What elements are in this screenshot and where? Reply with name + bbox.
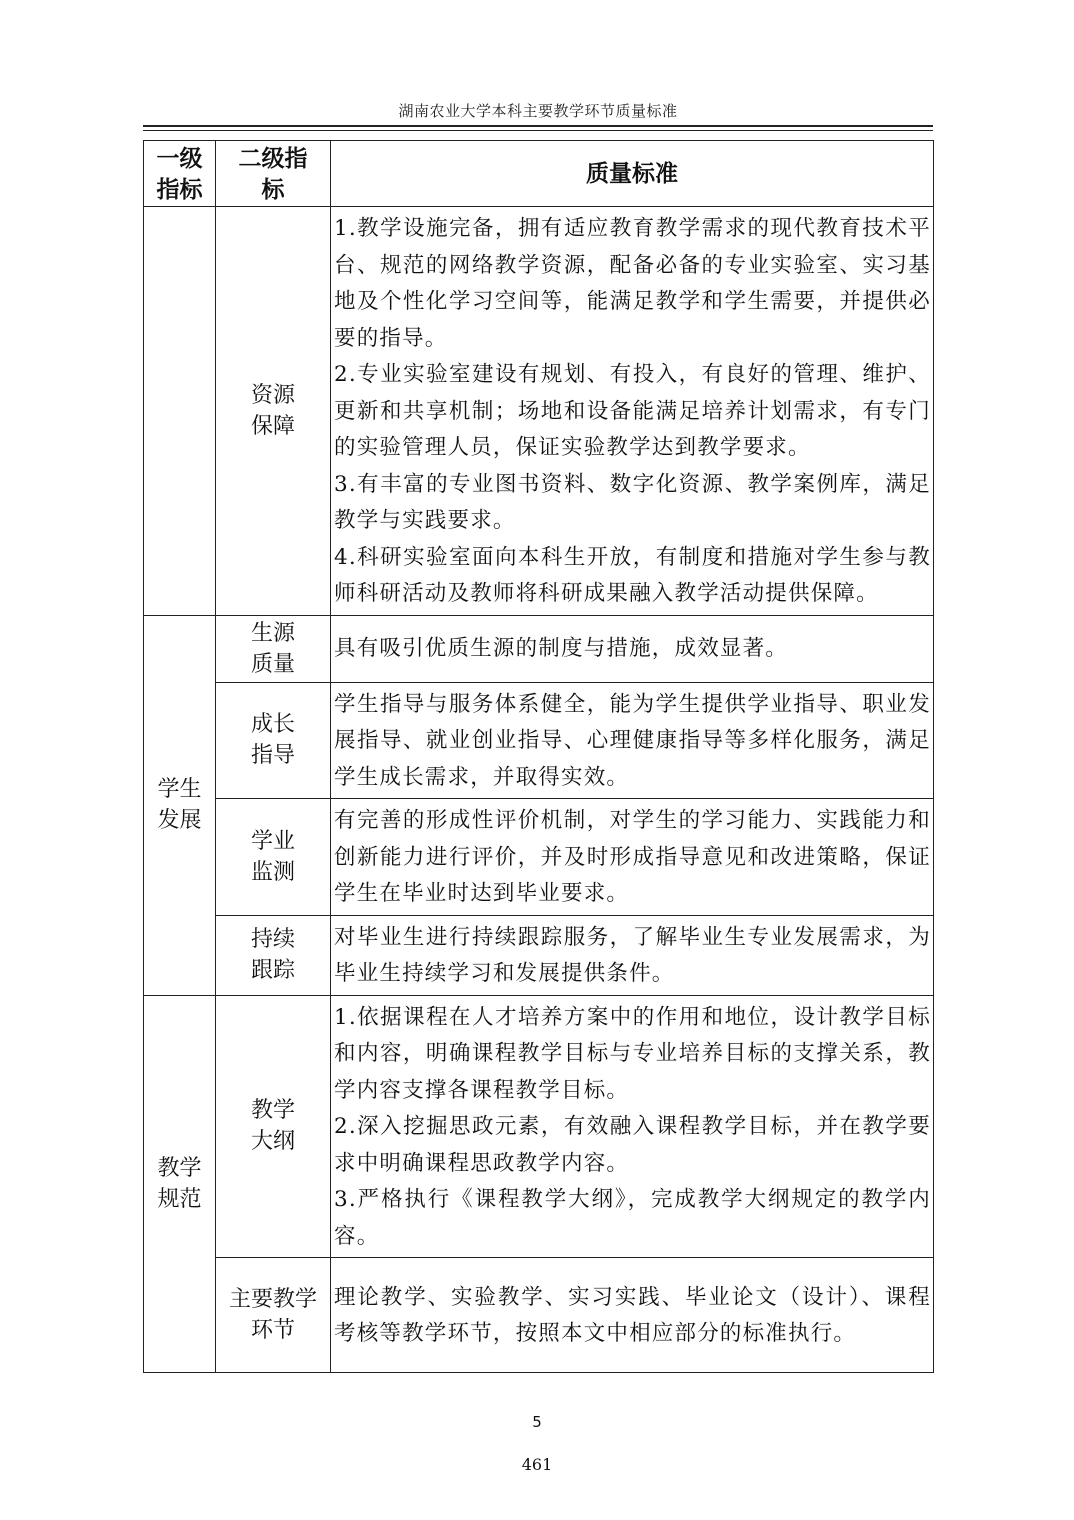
table-row	[144, 1258, 934, 1373]
standard-paragraph: 具有吸引优质生源的制度与措施，成效显著。	[334, 636, 789, 662]
standard-paragraph: 1.教学设施完备，拥有适应教育教学需求的现代教育技术平台、规范的网络教学资源，配备必备的专业实验室、实习基地及个性化学习空间等，能满足教学和学生需要，并提供必要的指导。	[334, 216, 931, 351]
header-level1: 一级指标	[144, 141, 216, 207]
standard-cell	[331, 1258, 934, 1373]
standard-paragraph: 学生指导与服务体系健全，能为学生提供学业指导、职业发展指导、就业创业指导、心理健康指导等多样化服务，满足学生成长需求，并取得实效。	[334, 691, 931, 790]
header-rule-thin	[143, 130, 933, 131]
level2-cell	[216, 799, 331, 916]
standard-paragraph: 4.科研实验室面向本科生开放，有制度和措施对学生参与教师科研活动及教师将科研成果融入教学活动提供保障。	[334, 544, 931, 606]
level2-cell	[216, 915, 331, 995]
standard-cell	[331, 915, 934, 995]
level2-label: 主要教学环节	[228, 1287, 317, 1343]
standard-cell	[331, 682, 934, 799]
standard-paragraph: 3.有丰富的专业图书资料、数字化资源、教学案例库，满足教学与实践要求。	[334, 471, 931, 533]
standard-cell	[331, 207, 934, 616]
table-row	[144, 995, 934, 1258]
table-header-row	[144, 141, 934, 207]
table-row	[144, 207, 934, 616]
standard-paragraph: 有完善的形成性评价机制，对学生的学习能力、实践能力和创新能力进行评价，并及时形成指导意见和改进策略，保证学生在毕业时达到毕业要求。	[334, 808, 931, 906]
standard-paragraph: 2.专业实验室建设有规划、有投入，有良好的管理、维护、更新和共享机制；场地和设备能满足培养计划需求，有专门的实验管理人员，保证实验教学达到教学要求。	[334, 362, 931, 460]
page-number: 5	[532, 1413, 542, 1431]
table-row	[144, 682, 934, 799]
level2-cell	[216, 207, 331, 616]
level2-label: 生源质量	[250, 620, 295, 677]
page-header-title: 湖南农业大学本科主要教学环节质量标准	[398, 102, 678, 120]
level2-cell	[216, 995, 331, 1258]
table-row	[144, 615, 934, 682]
level2-cell	[216, 682, 331, 799]
level2-label: 持续跟踪	[250, 927, 295, 983]
table-row	[144, 799, 934, 916]
level2-label: 学业监测	[250, 828, 295, 885]
global-page-number: 461	[521, 1455, 553, 1474]
header-level2: 二级指标	[216, 141, 331, 207]
level1-cell	[144, 995, 216, 1373]
quality-standard-table	[143, 140, 934, 1373]
standard-cell	[331, 615, 934, 682]
standard-paragraph: 3.严格执行《课程教学大纲》，完成教学大纲规定的教学内容。	[334, 1187, 931, 1249]
standard-cell	[331, 799, 934, 916]
level2-cell	[216, 615, 331, 682]
level2-label: 资源保障	[250, 382, 295, 439]
level1-cell	[144, 207, 216, 616]
standard-paragraph: 1.依据课程在人才培养方案中的作用和地位，设计教学目标和内容，明确课程教学目标与专业培养目标的支撑关系，教学内容支撑各课程教学目标。	[334, 1004, 931, 1103]
standard-paragraph: 理论教学、实验教学、实习实践、毕业论文（设计）、课程考核等教学环节，按照本文中相应部分的标准执行。	[334, 1284, 931, 1346]
header-rule-thick	[143, 125, 933, 127]
level1-label: 学生发展	[157, 777, 202, 833]
level1-cell	[144, 615, 216, 995]
standard-paragraph: 对毕业生进行持续跟踪服务，了解毕业生专业发展需求，为毕业生持续学习和发展提供条件。	[334, 924, 931, 986]
header-standard: 质量标准	[331, 141, 934, 207]
level2-cell	[216, 1258, 331, 1373]
standard-cell	[331, 995, 934, 1258]
level2-label: 成长指导	[250, 712, 295, 769]
level2-label: 教学大纲	[250, 1098, 295, 1155]
table-row	[144, 915, 934, 995]
level1-label: 教学规范	[157, 1155, 202, 1212]
standard-paragraph: 2.深入挖掘思政元素，有效融入课程教学目标，并在教学要求中明确课程思政教学内容。	[334, 1114, 931, 1176]
